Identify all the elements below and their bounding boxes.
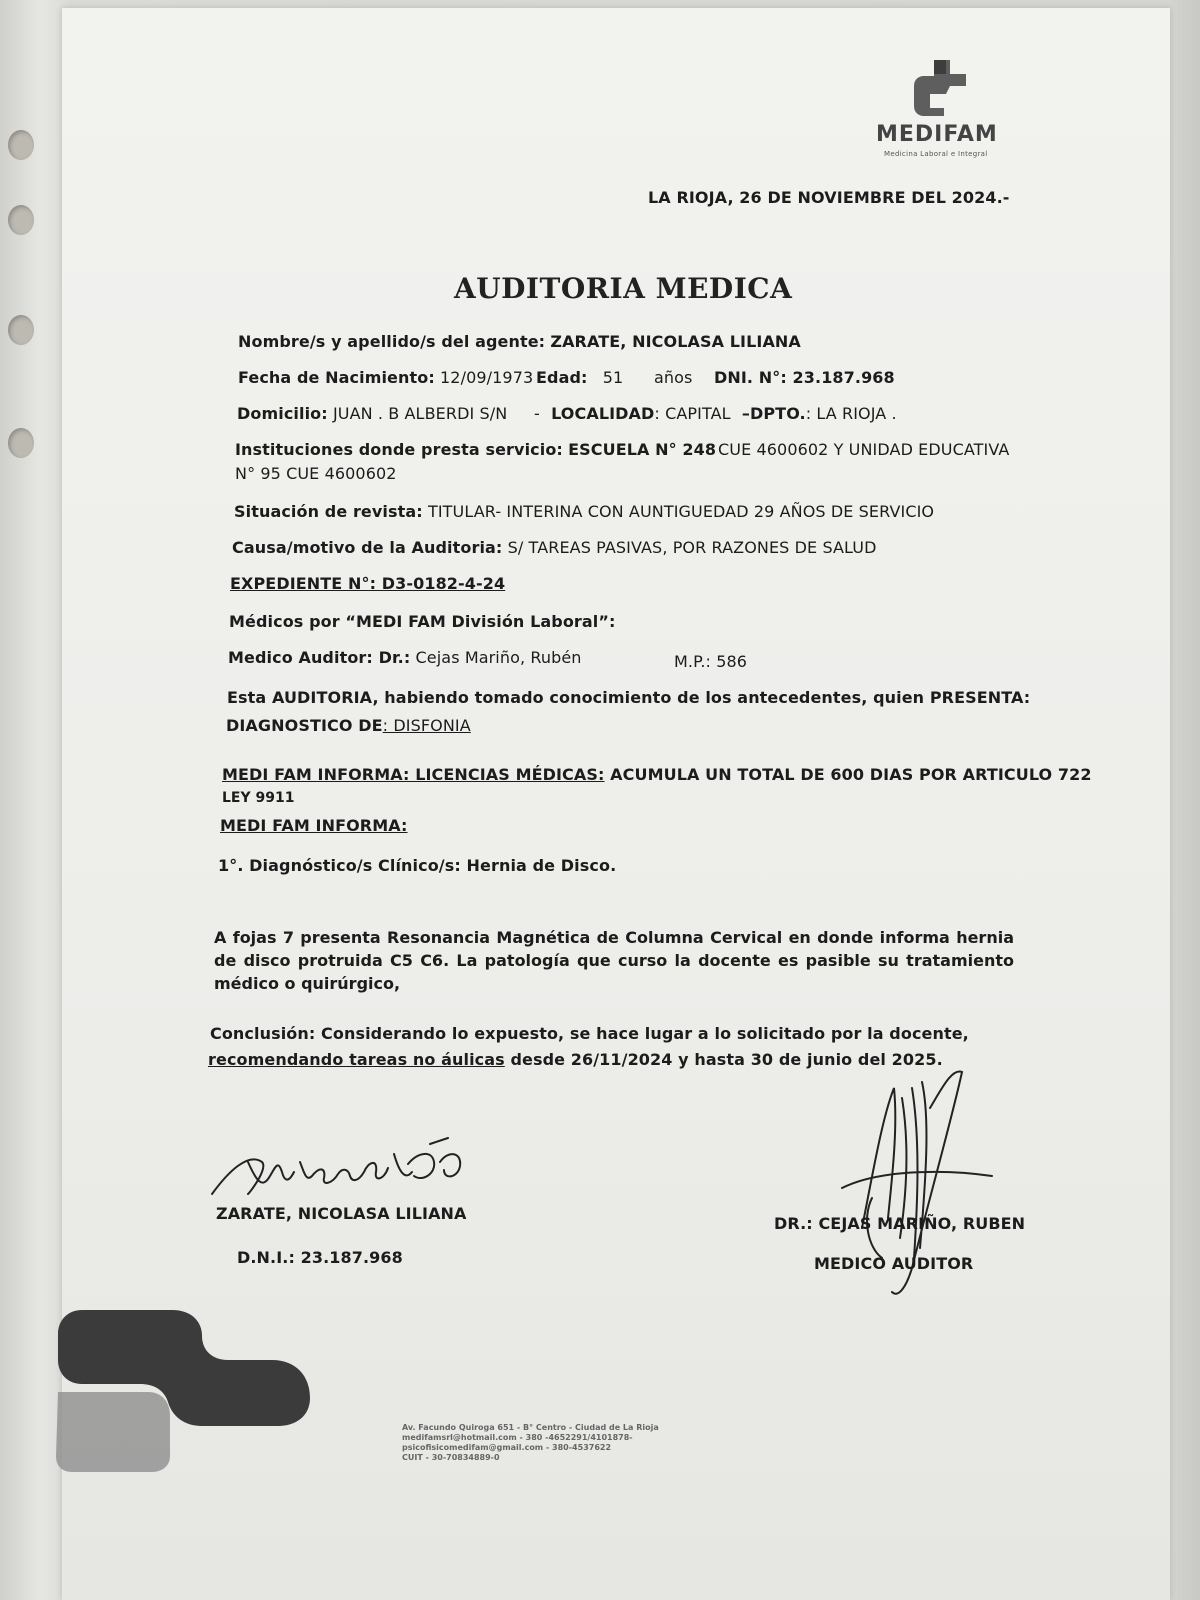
domicilio-row bbox=[237, 404, 507, 423]
fecha-value: 12/09/1973 bbox=[440, 368, 534, 387]
binder-hole bbox=[8, 428, 34, 458]
causa-value: S/ TAREAS PASIVAS, POR RAZONES DE SALUD bbox=[507, 538, 877, 557]
instituciones-row bbox=[235, 440, 716, 459]
binder-hole bbox=[8, 315, 34, 345]
licencias-line2: LEY 9911 bbox=[222, 790, 295, 806]
dni-value: 23.187.968 bbox=[792, 368, 895, 387]
localidad-row bbox=[534, 404, 897, 423]
situacion-value: TITULAR- INTERINA CON AUNTIGUEDAD 29 AÑOS DE SERVICIO bbox=[427, 502, 935, 521]
edad-row bbox=[536, 368, 623, 387]
edad-value: 51 bbox=[602, 368, 624, 387]
medicos-line: Médicos por “MEDI FAM División Laboral”: bbox=[229, 612, 616, 631]
logo-tagline: Medicina Laboral e Integral bbox=[884, 150, 988, 158]
licencias-heading: MEDI FAM INFORMA: LICENCIAS MÉDICAS: bbox=[222, 765, 605, 784]
causa-label: Causa/motivo de la Auditoria: bbox=[232, 538, 503, 557]
conclusion-line1: Conclusión: Considerando lo expuesto, se hace lugar a lo solicitado por la docente, bbox=[210, 1024, 969, 1043]
expediente: EXPEDIENTE N°: D3-0182-4-24 bbox=[230, 574, 506, 593]
causa-row bbox=[232, 538, 877, 557]
mp-label: M.P.: bbox=[674, 652, 712, 671]
mp-row bbox=[674, 652, 747, 671]
instituciones-line2: N° 95 CUE 4600602 bbox=[235, 464, 397, 483]
domicilio-label: Domicilio: bbox=[237, 404, 328, 423]
localidad-separator: - bbox=[534, 404, 540, 423]
date-line: LA RIOJA, 26 DE NOVIEMBRE DEL 2024.- bbox=[648, 188, 1010, 207]
corner-logo-decoration bbox=[52, 1306, 312, 1476]
logo-brand: MEDIFAM bbox=[876, 122, 998, 147]
agent-signature bbox=[208, 1132, 488, 1212]
footer-email-phone: medifamsrl@hotmail.com - 380 -4652291/4101878- bbox=[402, 1433, 633, 1442]
page-title: AUDITORIA MEDICA bbox=[454, 272, 793, 305]
footer-cuit: CUIT - 30-70834889-0 bbox=[402, 1453, 500, 1462]
licencias-text: ACUMULA UN TOTAL DE 600 DIAS POR ARTICULO 722 bbox=[604, 765, 1092, 784]
localidad-value: : CAPITAL bbox=[654, 404, 731, 423]
informa-heading: MEDI FAM INFORMA: bbox=[220, 816, 408, 835]
conclusion-dates: desde 26/11/2024 y hasta 30 de junio del 2025. bbox=[504, 1050, 943, 1069]
presenta-line: Esta AUDITORIA, habiendo tomado conocimiento de los antecedentes, quien PRESENTA: bbox=[227, 688, 1031, 707]
domicilio-value: JUAN . B ALBERDI S/N bbox=[332, 404, 508, 423]
document-page bbox=[62, 8, 1170, 1600]
conclusion-recommendation: recomendando tareas no áulicas bbox=[208, 1050, 505, 1069]
fecha-label: Fecha de Nacimiento: bbox=[238, 368, 435, 387]
auditor-row bbox=[228, 648, 582, 667]
right-signer-title: MEDICO AUDITOR bbox=[814, 1254, 974, 1273]
dni-label: DNI. N°: bbox=[714, 368, 787, 387]
diagnostico-label: DIAGNOSTICO DE bbox=[226, 716, 383, 735]
diagnostico-value: : DISFONIA bbox=[382, 716, 471, 735]
footer-email-phone-2: psicofisicomedifam@gmail.com - 380-4537622 bbox=[402, 1443, 612, 1452]
auditor-label: Medico Auditor: Dr.: bbox=[228, 648, 411, 667]
diagnostico-row bbox=[226, 716, 471, 735]
situacion-label: Situación de revista: bbox=[234, 502, 423, 521]
dpto-value: : LA RIOJA . bbox=[805, 404, 897, 423]
licencias-row bbox=[222, 765, 1092, 784]
instituciones-escuela: ESCUELA N° 248 bbox=[568, 440, 717, 459]
fojas-paragraph: A fojas 7 presenta Resonancia Magnética de Columna Cervical en donde informa hernia de disco protruida C5 C6. La patología que curso la docente es pasible su tratamiento médico o quirúrgico, bbox=[214, 928, 1014, 993]
medifam-logo-icon bbox=[910, 56, 974, 120]
binder-hole bbox=[8, 205, 34, 235]
instituciones-rest: CUE 4600602 Y UNIDAD EDUCATIVA bbox=[718, 440, 1010, 459]
situacion-row bbox=[234, 502, 934, 521]
edad-unit: años bbox=[654, 368, 693, 387]
nombre-row bbox=[238, 332, 801, 351]
left-signer-name: ZARATE, NICOLASA LILIANA bbox=[216, 1204, 467, 1223]
binder-hole bbox=[8, 130, 34, 160]
diagnostico-clinico: 1°. Diagnóstico/s Clínico/s: Hernia de Disco. bbox=[218, 856, 617, 875]
fecha-row bbox=[238, 368, 533, 387]
footer-address: Av. Facundo Quiroga 651 - B° Centro - Ciudad de La Rioja bbox=[402, 1423, 659, 1432]
dpto-label: –DPTO. bbox=[741, 404, 806, 423]
left-signer-dni: D.N.I.: 23.187.968 bbox=[237, 1248, 403, 1267]
nombre-label: Nombre/s y apellido/s del agente: bbox=[238, 332, 546, 351]
edad-label: Edad: bbox=[536, 368, 588, 387]
right-signer-name: DR.: CEJAS MARIÑO, RUBEN bbox=[774, 1214, 1026, 1233]
auditor-value: Cejas Mariño, Rubén bbox=[415, 648, 582, 667]
mp-value: 586 bbox=[716, 652, 748, 671]
nombre-value: ZARATE, NICOLASA LILIANA bbox=[550, 332, 801, 351]
dni-row bbox=[714, 368, 895, 387]
localidad-label: LOCALIDAD bbox=[551, 404, 655, 423]
instituciones-label: Instituciones donde presta servicio: bbox=[235, 440, 563, 459]
